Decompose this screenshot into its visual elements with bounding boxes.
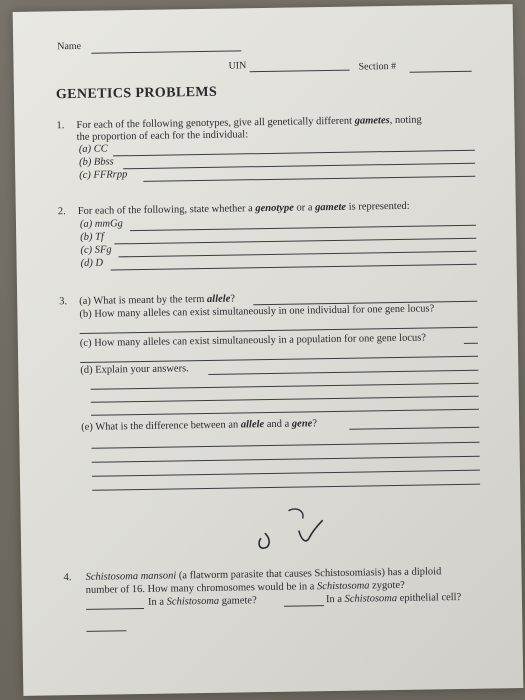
- q4-line2-b: zygote?: [369, 579, 405, 592]
- pen-scribble: [248, 502, 339, 563]
- q4-species-4: Schistosoma: [344, 593, 398, 605]
- q4-cell-blank: [86, 630, 126, 632]
- q2-a-blank: [130, 225, 476, 231]
- q3-e-term-gene: gene: [291, 418, 313, 430]
- q4-line3-d: epithelial cell?: [397, 591, 462, 605]
- q3-d-blank-4: [91, 409, 479, 416]
- q4-species-3: Schistosoma: [166, 595, 220, 608]
- q3-a-text: (a) What is meant by the term: [79, 293, 208, 307]
- q1-number: 1.: [56, 120, 65, 132]
- q3-part-e: [81, 417, 317, 434]
- q1-item-a: (a) CC: [78, 143, 108, 155]
- q2-text-a: For each of the following, state whether a: [77, 203, 256, 217]
- q3-e-blank-5: [92, 484, 480, 491]
- q3-part-c: (c) How many alleles can exist simultaneously in a population for one gene locus?: [79, 332, 427, 349]
- section-label: Section #: [358, 60, 397, 73]
- q2-c-blank: [119, 251, 477, 258]
- q1-item-c: (c) FFRrpp: [79, 169, 128, 181]
- q2-text-c: or a: [293, 202, 316, 214]
- q1-text-c: , noting: [389, 114, 422, 127]
- q4-zygote-blank: [86, 608, 144, 610]
- q1-text-a: For each of the following genotypes, give all genetically different: [76, 115, 355, 131]
- q3-d-blank-1: [208, 370, 478, 375]
- q4-line3-cell: [326, 591, 462, 606]
- q2-d-blank: [111, 264, 477, 271]
- q2-text-e: is represented:: [345, 200, 410, 213]
- q3-c-blank: [80, 356, 478, 363]
- q1-item-b: (b) Bbss: [78, 156, 114, 168]
- q3-e-blank-3: [92, 456, 480, 463]
- q3-a-end: ?: [230, 293, 236, 305]
- q4-species-1: Schistosoma mansoni: [85, 570, 177, 583]
- uin-blank: [250, 70, 350, 73]
- q4-line3-a: In a: [147, 596, 167, 608]
- name-blank: [91, 50, 241, 53]
- q4-species-2: Schistosoma: [316, 580, 370, 593]
- q1-c-blank: [143, 176, 475, 182]
- q2-item-b: (b) Tf: [80, 231, 104, 243]
- q3-e-text-b: and a: [264, 418, 292, 431]
- q3-d-blank-2: [91, 383, 479, 390]
- q3-e-blank-4: [92, 470, 480, 477]
- q4-line3: [148, 594, 257, 609]
- q3-a-term-allele: allele: [206, 293, 231, 305]
- q2-b-blank: [114, 238, 476, 245]
- q4-line2-a: number of 16. How many chromosomes would be in a: [85, 581, 318, 596]
- q2-item-a: (a) mmGg: [79, 218, 123, 230]
- page-title: GENETICS PROBLEMS: [55, 84, 218, 103]
- q3-e-blank-1: [349, 427, 479, 430]
- q4-line3-c: In a: [325, 593, 345, 606]
- q2-item-c: (c) SFg: [80, 244, 112, 256]
- q3-d-blank-3: [91, 396, 479, 403]
- q3-e-text-a: (e) What is the difference between an: [81, 419, 241, 433]
- q2-prompt: [78, 200, 410, 218]
- q3-e-blank-2: [92, 442, 480, 449]
- q1-b-blank: [123, 163, 475, 170]
- q2-item-d: (d) D: [80, 257, 104, 269]
- name-label: Name: [57, 40, 82, 53]
- q2-term-genotype: genotype: [255, 202, 294, 215]
- q2-number: 2.: [57, 206, 66, 218]
- q1-prompt-line2: the proportion of each for the individual:: [76, 129, 249, 143]
- q3-part-d: (d) Explain your answers.: [80, 363, 189, 376]
- q3-number: 3.: [59, 296, 68, 308]
- q3-e-term-allele: allele: [240, 419, 265, 431]
- worksheet-page: [13, 4, 524, 696]
- q3-part-b: (b) How many alleles can exist simultaneously in one individual for one gene locus?: [79, 303, 435, 320]
- q1-term-gametes: gametes: [354, 115, 390, 127]
- q2-term-gamete: gamete: [315, 201, 347, 214]
- uin-label: UIN: [228, 60, 247, 72]
- q1-a-blank: [113, 150, 475, 157]
- q4-line3-b: gamete?: [219, 595, 257, 607]
- q4-gamete-blank: [284, 605, 324, 607]
- q4-number: 4.: [63, 572, 72, 584]
- q4-line1-rest: (a flatworm parasite that causes Schistosomiasis) has a diploid: [176, 566, 442, 582]
- section-blank: [410, 71, 472, 73]
- q3-e-end: ?: [312, 418, 318, 430]
- q3-c-blank-inline: [464, 343, 478, 344]
